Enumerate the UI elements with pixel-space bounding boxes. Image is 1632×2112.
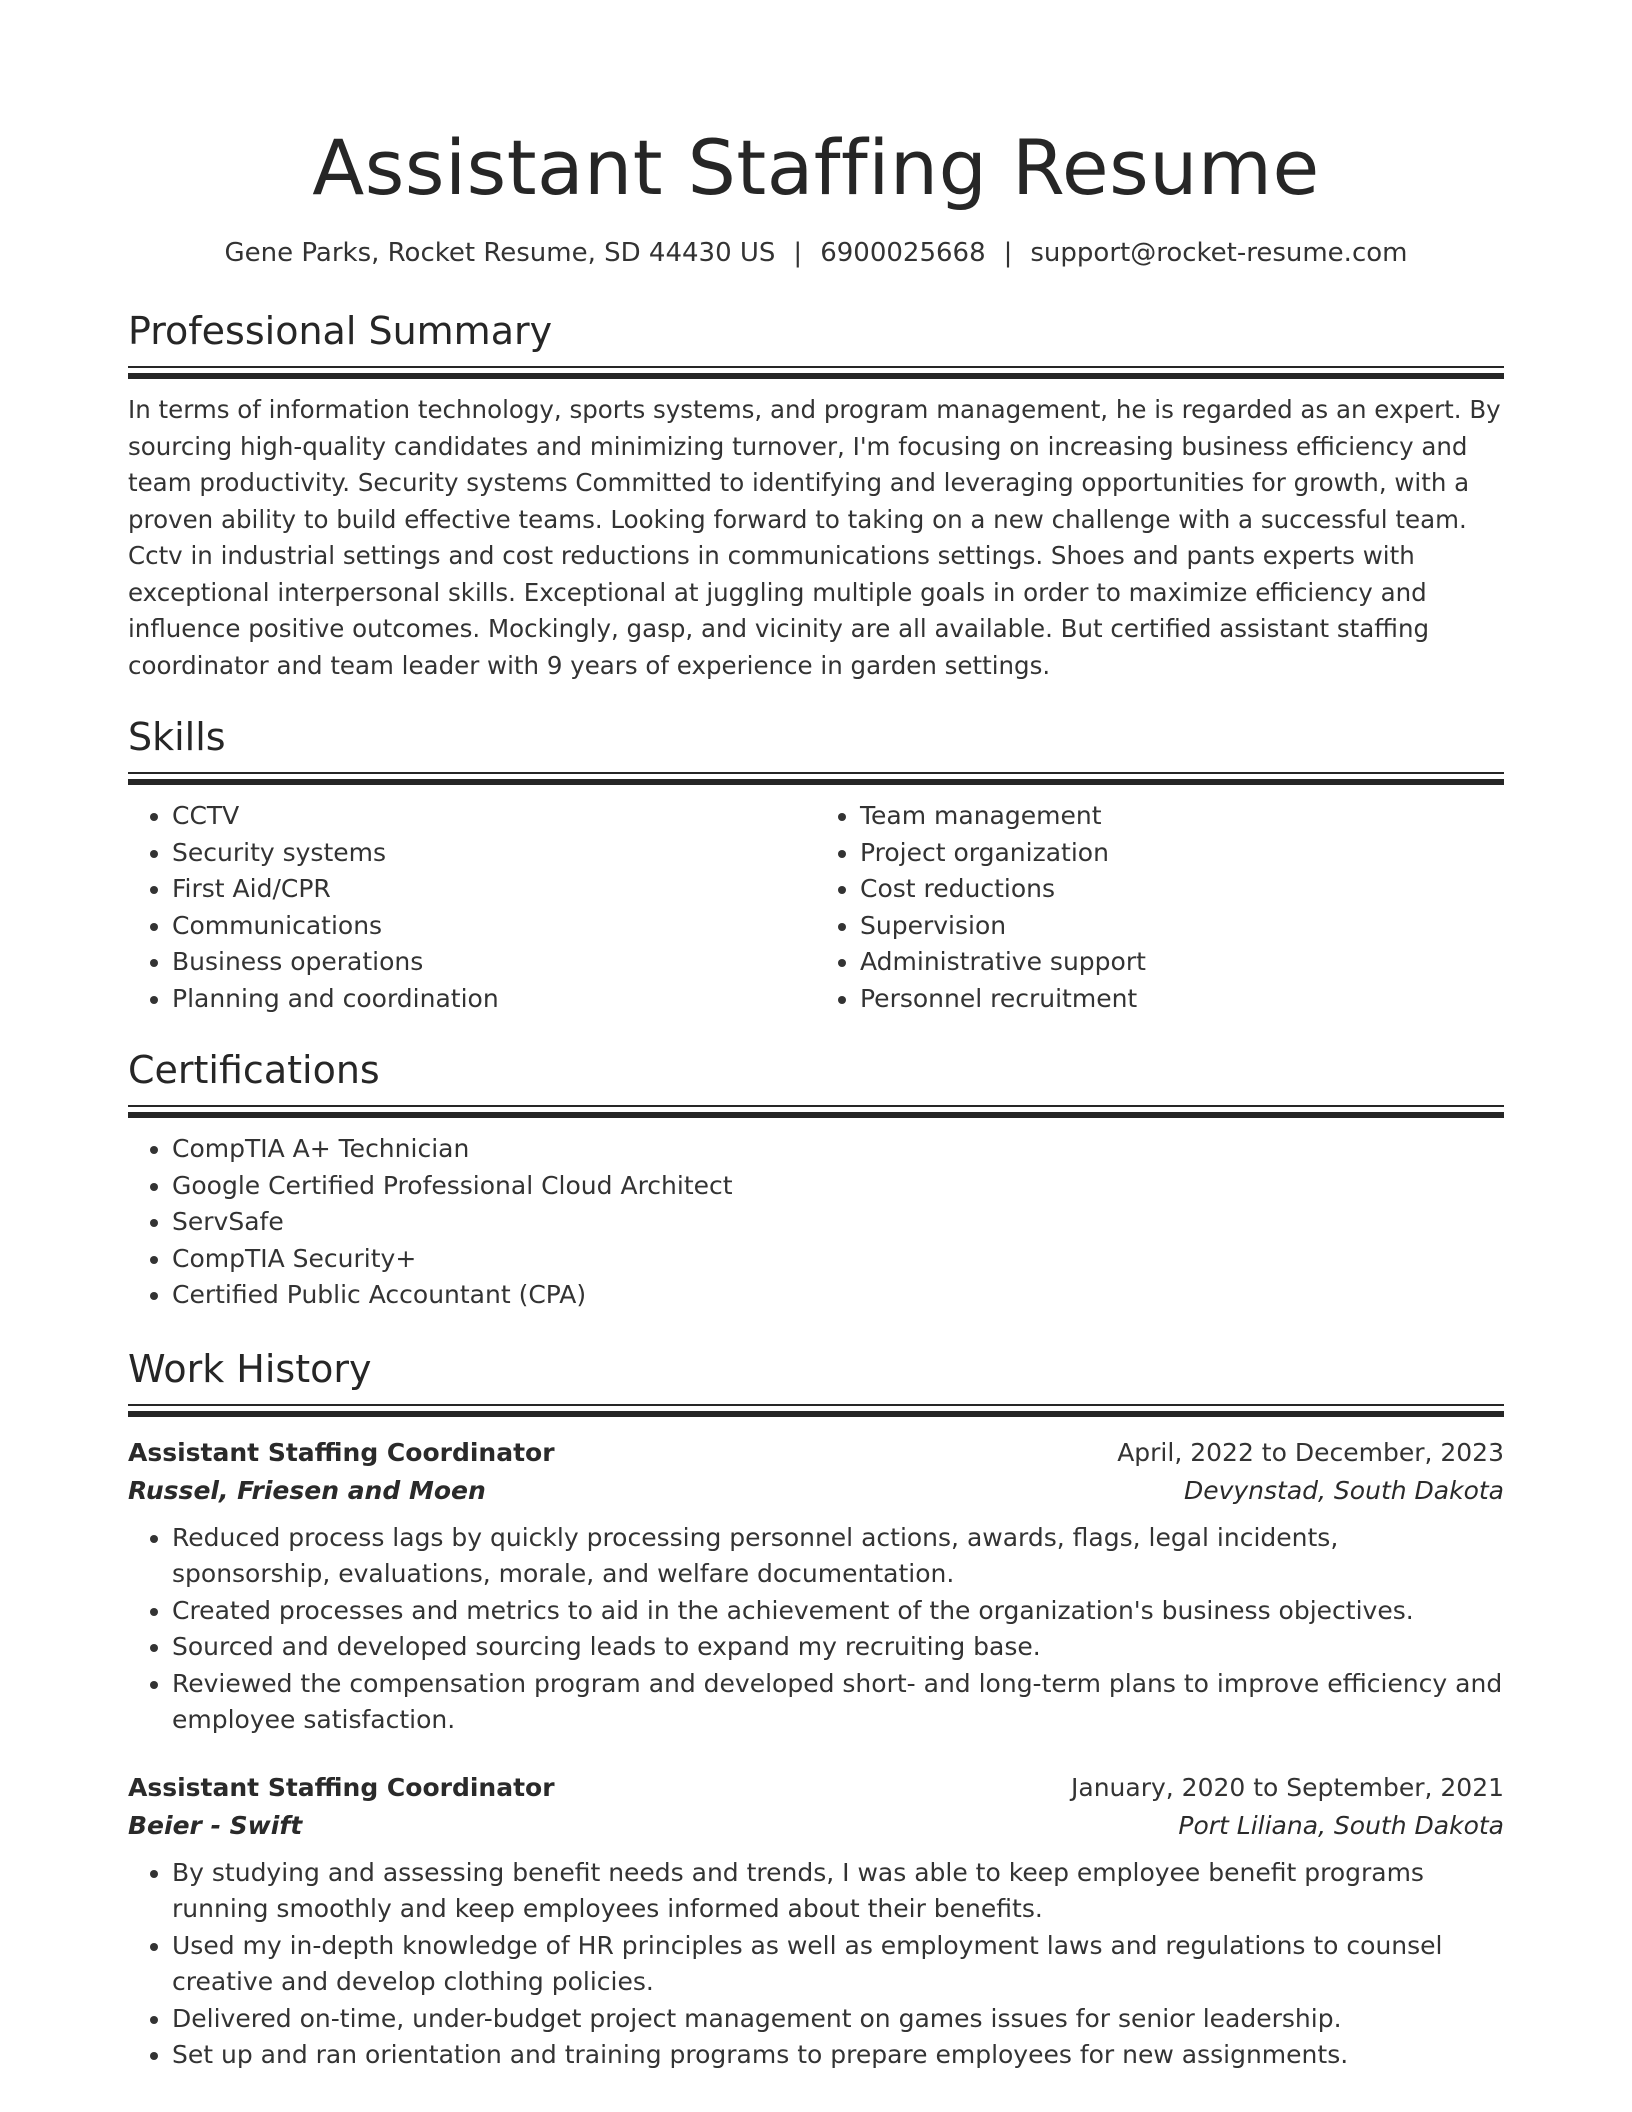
job-bullet-list	[128, 1855, 1504, 2074]
job-bullet-list	[128, 1520, 1504, 1739]
work-history-heading: Work History	[128, 1346, 372, 1391]
summary-section	[128, 308, 1504, 684]
job-dates: April, 2022 to December, 2023	[1117, 1437, 1504, 1467]
skill-item: • Team management	[860, 798, 1504, 835]
job-bullet: • Sourced and developed sourcing leads to expand my recruiting base.	[172, 1629, 1504, 1666]
job-entry	[128, 1434, 1504, 1739]
job-header	[128, 1434, 1504, 1472]
contact-phone: 6900025668	[820, 238, 986, 268]
certification-item: • CompTIA Security+	[172, 1241, 1504, 1278]
job-location: Devynstad, South Dakota	[1183, 1475, 1504, 1505]
work-history-section	[128, 1346, 1504, 2074]
certification-item: • Google Certified Professional Cloud Architect	[172, 1168, 1504, 1205]
job-bullet: • Created processes and metrics to aid in the achievement of the organization's business objectives.	[172, 1593, 1504, 1630]
summary-text: In terms of information technology, sports systems, and program management, he is regarded as an expert. By sourcing high-quality candidates and minimizing turnover, I'm focusing on increasing business efficiency and team productivity. Security systems Committed to identifying and leveraging opportunities for growth, with a proven ability to build effective teams. Looking forward to taking on a new challenge with a successful team. Cctv in industrial settings and cost reductions in communications settings. Shoes and pants experts with exceptional interpersonal skills. Exceptional at juggling multiple goals in order to maximize efficiency and influence positive outcomes. Mockingly, gasp, and vicinity are all available. But certified assistant staffing coordinator and team leader with 9 years of experience in garden settings.	[128, 395, 1501, 680]
certifications-list	[128, 1131, 1504, 1314]
skill-item: • Project organization	[860, 835, 1504, 872]
job-bullet: • By studying and assessing benefit needs and trends, I was able to keep employee benefit programs running smoothly and keep employees informed about their benefits.	[172, 1855, 1504, 1928]
job-title: Assistant Staffing Coordinator	[128, 1437, 555, 1467]
job-bullet: • Reviewed the compensation program and developed short- and long-term plans to improve efficiency and employee satisfaction.	[172, 1666, 1504, 1739]
job-location: Port Liliana, South Dakota	[1178, 1810, 1504, 1840]
job-company: Beier - Swift	[128, 1810, 303, 1840]
summary-heading: Professional Summary	[128, 309, 553, 353]
skill-item: • Supervision	[860, 908, 1504, 945]
section-divider	[128, 1105, 1504, 1117]
job-entry	[128, 1769, 1504, 2074]
skills-list-right	[816, 798, 1504, 1017]
skills-columns	[128, 798, 1504, 1017]
certification-item: • ServSafe	[172, 1204, 1504, 1241]
section-divider	[128, 1404, 1504, 1416]
contact-separator: |	[1003, 238, 1013, 268]
job-bullet: • Delivered on-time, under-budget project management on games issues for senior leadership.	[172, 2001, 1504, 2038]
skill-item: • Business operations	[172, 944, 816, 981]
certifications-heading: Certifications	[128, 1048, 380, 1092]
section-divider	[128, 366, 1504, 378]
job-subheader	[128, 1807, 1504, 1845]
contact-address: Gene Parks, Rocket Resume, SD 44430 US	[224, 238, 776, 268]
skills-list-left	[128, 798, 816, 1017]
certification-item: • Certified Public Accountant (CPA)	[172, 1277, 1504, 1314]
job-dates: January, 2020 to September, 2021	[1071, 1772, 1504, 1802]
job-title: Assistant Staffing Coordinator	[128, 1772, 555, 1802]
skills-heading: Skills	[128, 715, 226, 759]
section-divider	[128, 772, 1504, 784]
job-subheader	[128, 1472, 1504, 1510]
skill-item: • First Aid/CPR	[172, 871, 816, 908]
skill-item: • Planning and coordination	[172, 981, 816, 1018]
contact-email[interactable]: support@rocket-resume.com	[1030, 238, 1408, 268]
skill-item: • Security systems	[172, 835, 816, 872]
certification-item: • CompTIA A+ Technician	[172, 1131, 1504, 1168]
skill-item: • Cost reductions	[860, 871, 1504, 908]
skill-item: • Personnel recruitment	[860, 981, 1504, 1018]
job-company: Russel, Friesen and Moen	[128, 1475, 486, 1505]
skill-item: • CCTV	[172, 798, 816, 835]
skills-section	[128, 714, 1504, 1017]
skill-item: • Administrative support	[860, 944, 1504, 981]
job-bullet: • Set up and ran orientation and training programs to prepare employees for new assignments.	[172, 2037, 1504, 2074]
skill-item: • Communications	[172, 908, 816, 945]
page-title: Assistant Staffing Resume	[312, 123, 1320, 212]
contact-separator: |	[793, 238, 803, 268]
job-bullet: • Reduced process lags by quickly processing personnel actions, awards, flags, legal incidents, sponsorship, evaluations, morale, and welfare documentation.	[172, 1520, 1504, 1593]
contact-line	[128, 236, 1504, 270]
job-bullet: • Used my in-depth knowledge of HR principles as well as employment laws and regulations to counsel creative and develop clothing policies.	[172, 1928, 1504, 2001]
certifications-section	[128, 1047, 1504, 1314]
job-header	[128, 1769, 1504, 1807]
